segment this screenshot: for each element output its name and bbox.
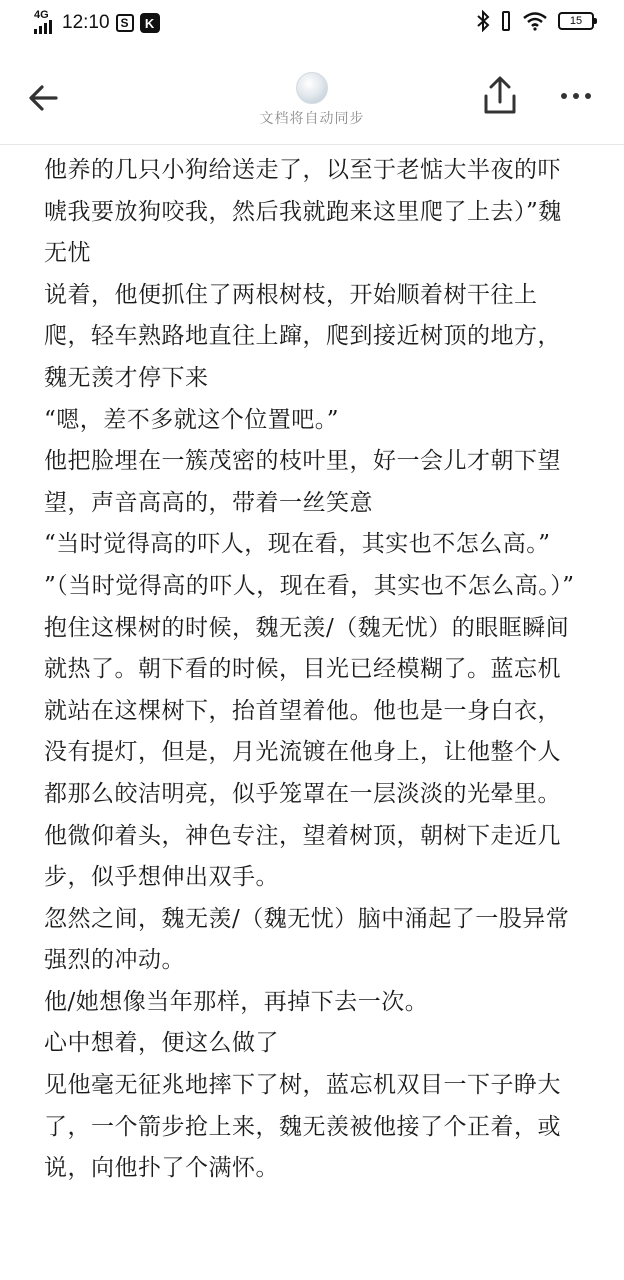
- paragraph: 他把脸埋在一簇茂密的枝叶里，好一会儿才朝下望望，声音高高的，带着一丝笑意: [44, 448, 561, 516]
- paragraph: 他养的几只小狗给送走了，以至于老惦大半夜的吓唬我要放狗咬我，然后我就跑来这里爬了上去）”魏无忧: [44, 157, 562, 267]
- more-icon: [556, 82, 596, 110]
- cellular-signal-icon: [34, 10, 56, 36]
- status-time: 12:10: [62, 12, 110, 33]
- paragraph: 说着，他便抓住了两根树枝，开始顺着树干往上爬，轻车熟路地直往上蹿，爬到接近树顶的地方，魏无羡才停下来: [44, 281, 561, 391]
- paragraph: 他/她想像当年那样，再掉下去一次。: [44, 988, 429, 1015]
- paragraph: 心中想着，便这么做了: [44, 1030, 279, 1057]
- k-app-icon: K: [140, 13, 160, 33]
- sync-cloud-icon: [296, 72, 328, 104]
- battery-icon: 15: [558, 12, 594, 30]
- paragraph: “嗯，差不多就这个位置吧。”: [44, 406, 340, 433]
- network-type: 4G: [34, 9, 49, 21]
- status-bar: [0, 0, 624, 48]
- paragraph: “当时觉得高的吓人，现在看，其实也不怎么高。”: [44, 531, 551, 558]
- sync-status-text: 文档将自动同步: [259, 111, 365, 127]
- status-left: [34, 10, 160, 36]
- s-app-icon: S: [116, 14, 134, 32]
- vibrate-icon: [500, 10, 512, 32]
- share-button[interactable]: [478, 74, 522, 118]
- more-options-button[interactable]: [556, 82, 596, 110]
- document-body[interactable]: [44, 150, 584, 1280]
- paragraph: 见他毫无征兆地摔下了树，蓝忘机双目一下子睁大了，一个箭步抢上来，魏无羡被他接了个正着，或说，向他扑了个满怀。: [44, 1072, 561, 1182]
- paragraph: ”（当时觉得高的吓人，现在看，其实也不怎么高。）”: [44, 572, 575, 599]
- sync-status: [232, 72, 392, 128]
- bluetooth-icon: [476, 10, 490, 32]
- share-icon: [478, 74, 522, 118]
- paragraph: 忽然之间，魏无羡/（魏无忧）脑中涌起了一股异常强烈的冲动。: [44, 905, 570, 974]
- status-right: [476, 10, 594, 32]
- back-button[interactable]: [24, 78, 64, 118]
- wifi-icon: [522, 11, 548, 31]
- top-bar: [0, 48, 624, 145]
- paragraph: 抱住这棵树的时候，魏无羡/（魏无忧）的眼眶瞬间就热了。朝下看的时候，目光已经模糊了。蓝忘机就站在这棵树下，抬首望着他。他也是一身白衣，没有提灯，但是，月光流镀在他身上，让他整个人都那么皎洁明亮，似乎笼罩在一层淡淡的光晕里。他微仰着头，神色专注，望着树顶，朝树下走近几步，似乎想伸出双手。: [44, 614, 570, 891]
- back-arrow-icon: [24, 78, 64, 118]
